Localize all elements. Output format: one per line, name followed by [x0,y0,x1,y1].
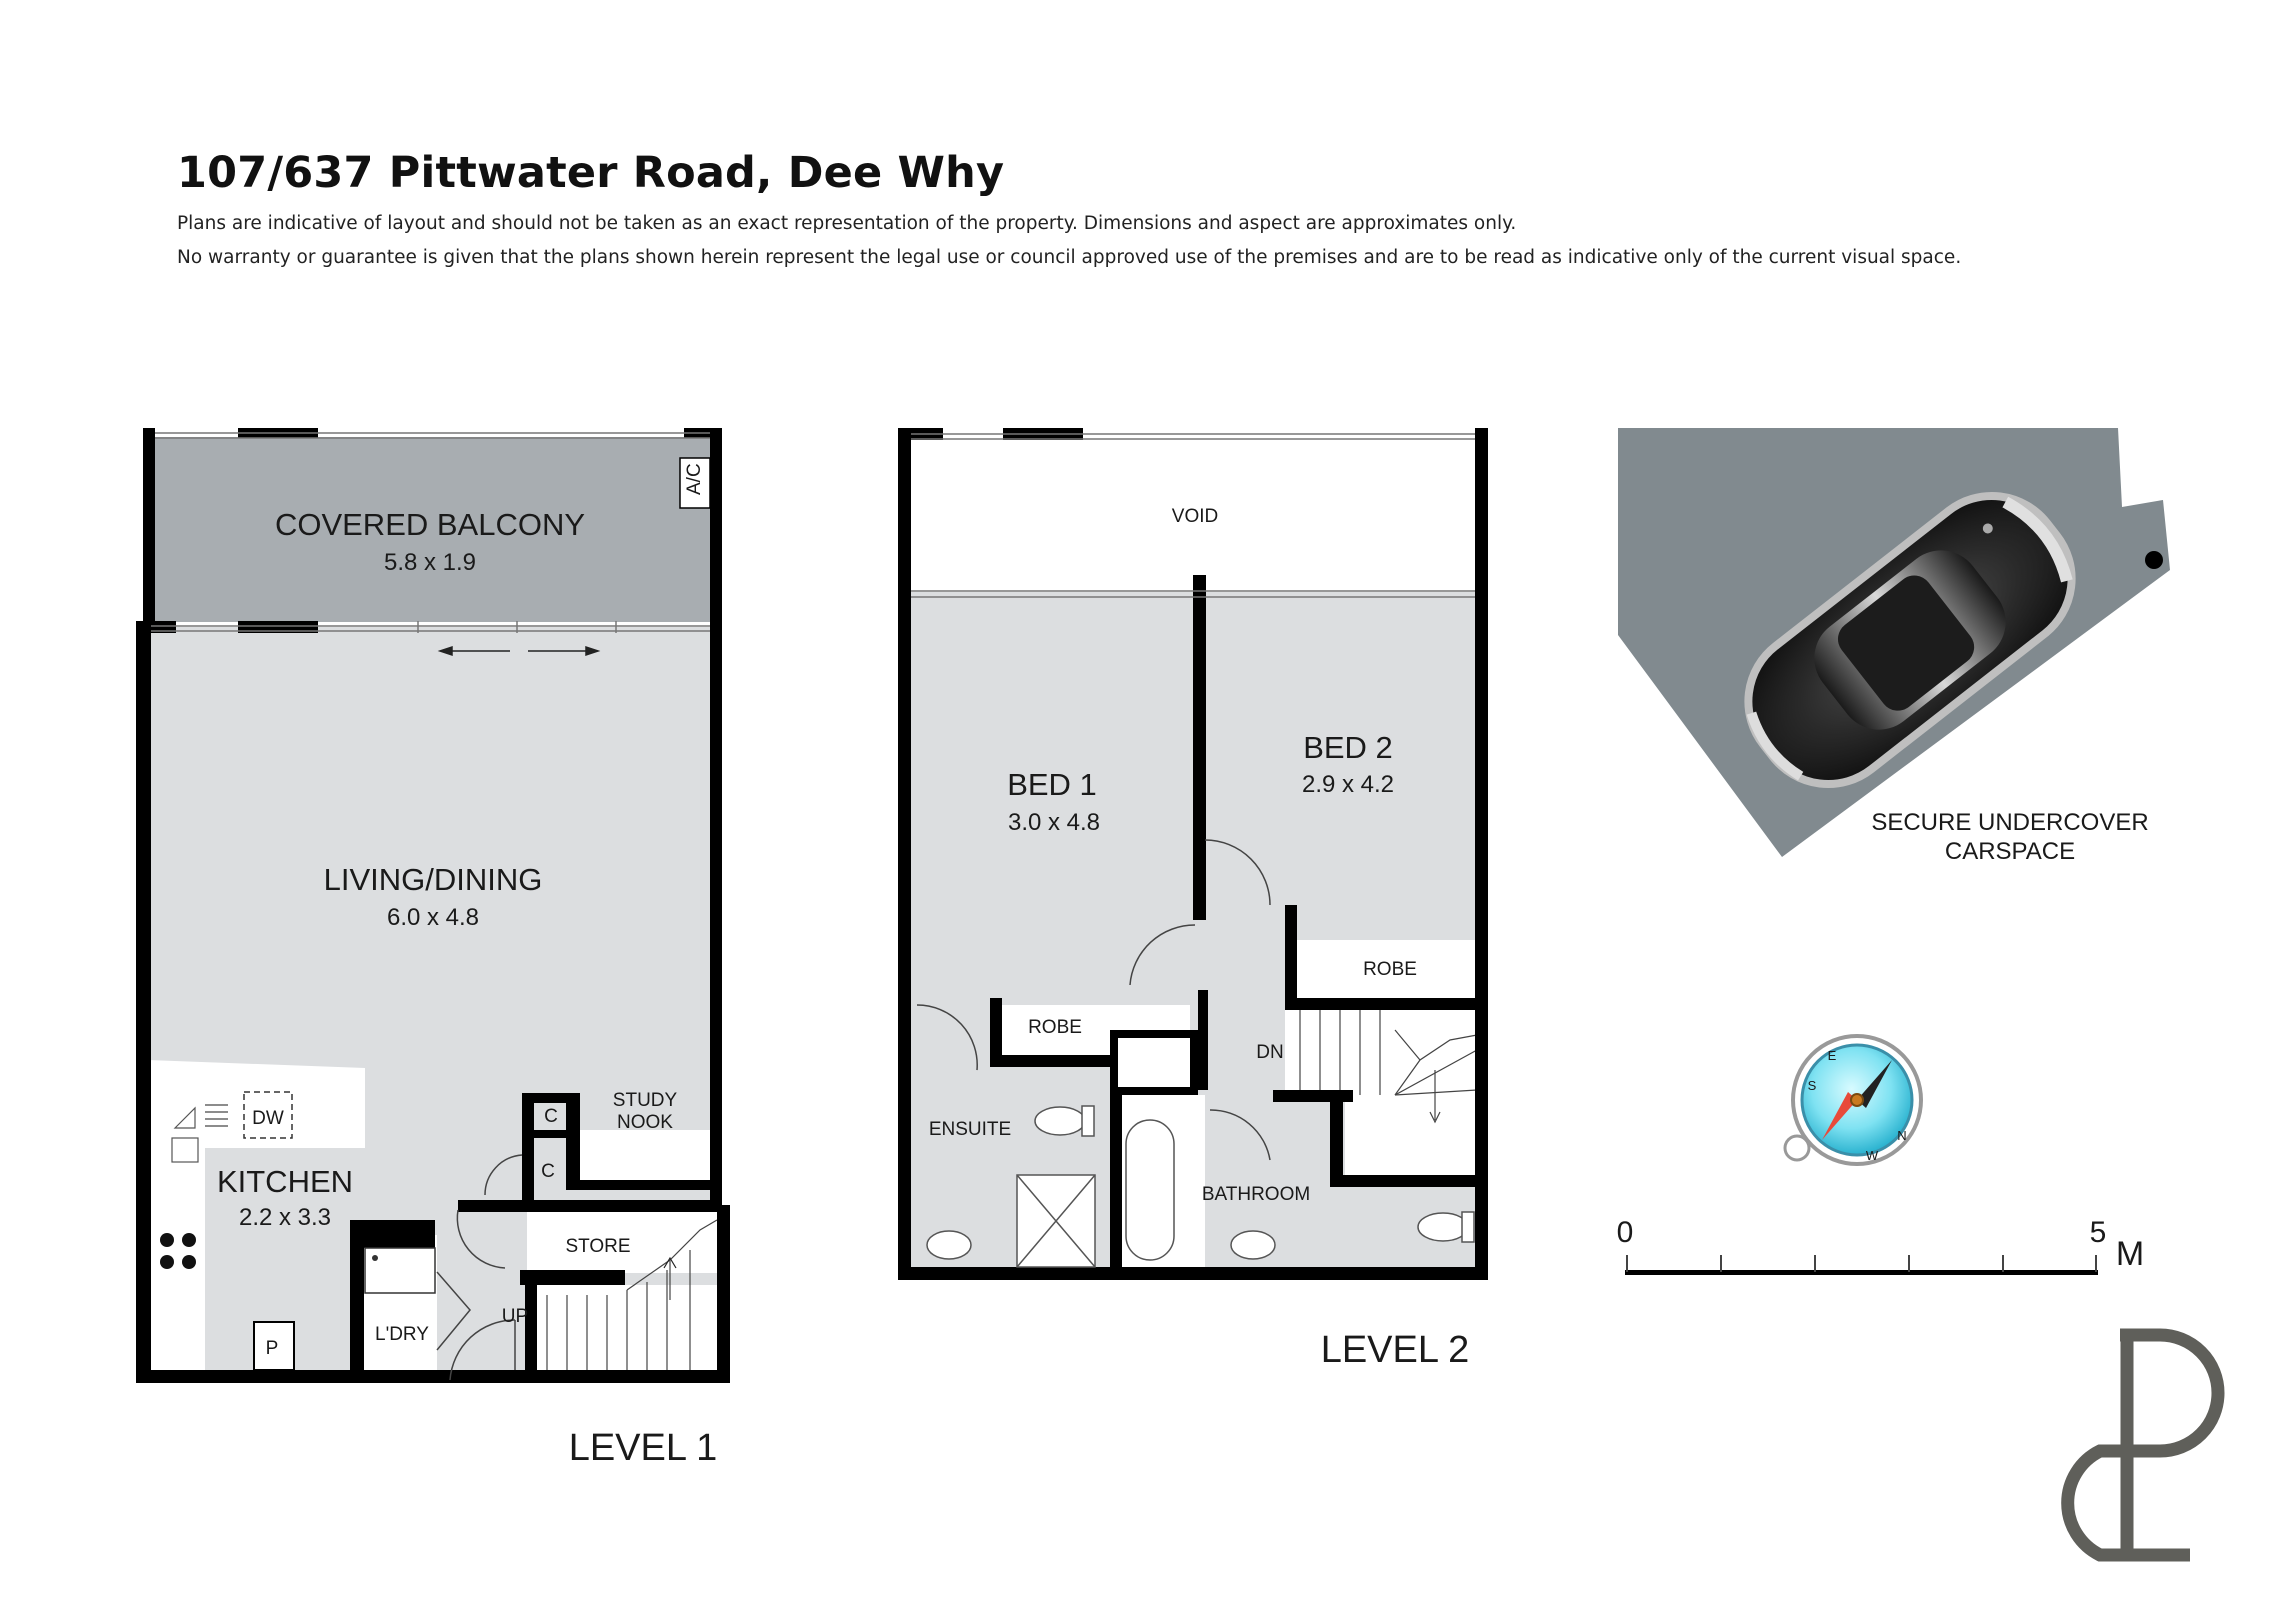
void-label: VOID [1171,506,1219,527]
level-1-caption: LEVEL 1 [568,1427,718,1469]
disclaimer-line-2: No warranty or guarantee is given that the plans shown herein represent the legal use or council approved use of the premises and are to be read as indicative only of the current visual space. [177,247,1962,268]
pantry-label: P [265,1338,279,1359]
scale-end: 5 [2089,1216,2107,1249]
carspace-label-1: SECURE UNDERCOVER [1871,809,2149,836]
level-2-caption: LEVEL 2 [1320,1329,1470,1371]
store-label: STORE [565,1236,631,1257]
compass-icon [1785,1036,1921,1164]
stairs-l2-area [1285,1005,1477,1097]
bed2-label: BED 2 [1303,730,1393,765]
level-1-plan [136,428,730,1469]
bathroom-label: BATHROOM [1201,1184,1311,1205]
scale-bar [1617,1216,2145,1275]
ac-label: A/C [684,463,705,495]
landing-area [1345,1097,1477,1175]
bed2-dims: 2.9 x 4.2 [1301,771,1395,798]
balcony-dims: 5.8 x 1.9 [383,549,477,576]
carspace-label-2: CARSPACE [1944,838,2076,865]
carspace-marker [2145,551,2163,569]
page-title: 107/637 Pittwater Road, Dee Why [177,148,1005,198]
kitchen-label: KITCHEN [216,1164,354,1199]
brand-logo [2068,1335,2218,1555]
scale-unit: M [2115,1235,2145,1273]
robe-bed1-label: ROBE [1028,1017,1082,1038]
robe-bed2-label: ROBE [1363,959,1417,980]
study-label-1: STUDY [612,1090,678,1111]
compass-s: S [1807,1078,1817,1093]
cupboard-label-1: C [544,1106,558,1127]
stairs-down-label: DN [1256,1042,1284,1063]
ensuite-label: ENSUITE [928,1119,1012,1140]
stairs-up-label: UP [501,1306,529,1327]
carspace-plan [1618,428,2170,865]
study-nook-desk [578,1130,717,1180]
bed1-dims: 3.0 x 4.8 [1007,809,1101,836]
balcony-label: COVERED BALCONY [274,507,586,542]
study-label-2: NOOK [617,1112,673,1133]
compass-e: E [1827,1048,1837,1063]
compass-n: N [1897,1128,1907,1143]
living-dims: 6.0 x 4.8 [386,904,480,931]
living-label: LIVING/DINING [323,862,543,897]
cupboard-label-2: C [541,1161,555,1182]
compass-w: W [1865,1148,1879,1163]
bed1-label: BED 1 [1007,767,1097,802]
laundry-label: L'DRY [375,1324,429,1345]
dishwasher-label: DW [252,1108,284,1129]
kitchen-dims: 2.2 x 3.3 [238,1204,332,1231]
disclaimer-line-1: Plans are indicative of layout and should not be taken as an exact representation of the property. Dimensions and aspect are approximates only. [177,213,1517,234]
level-2-plan [898,428,1488,1371]
scale-start: 0 [1616,1216,1634,1249]
